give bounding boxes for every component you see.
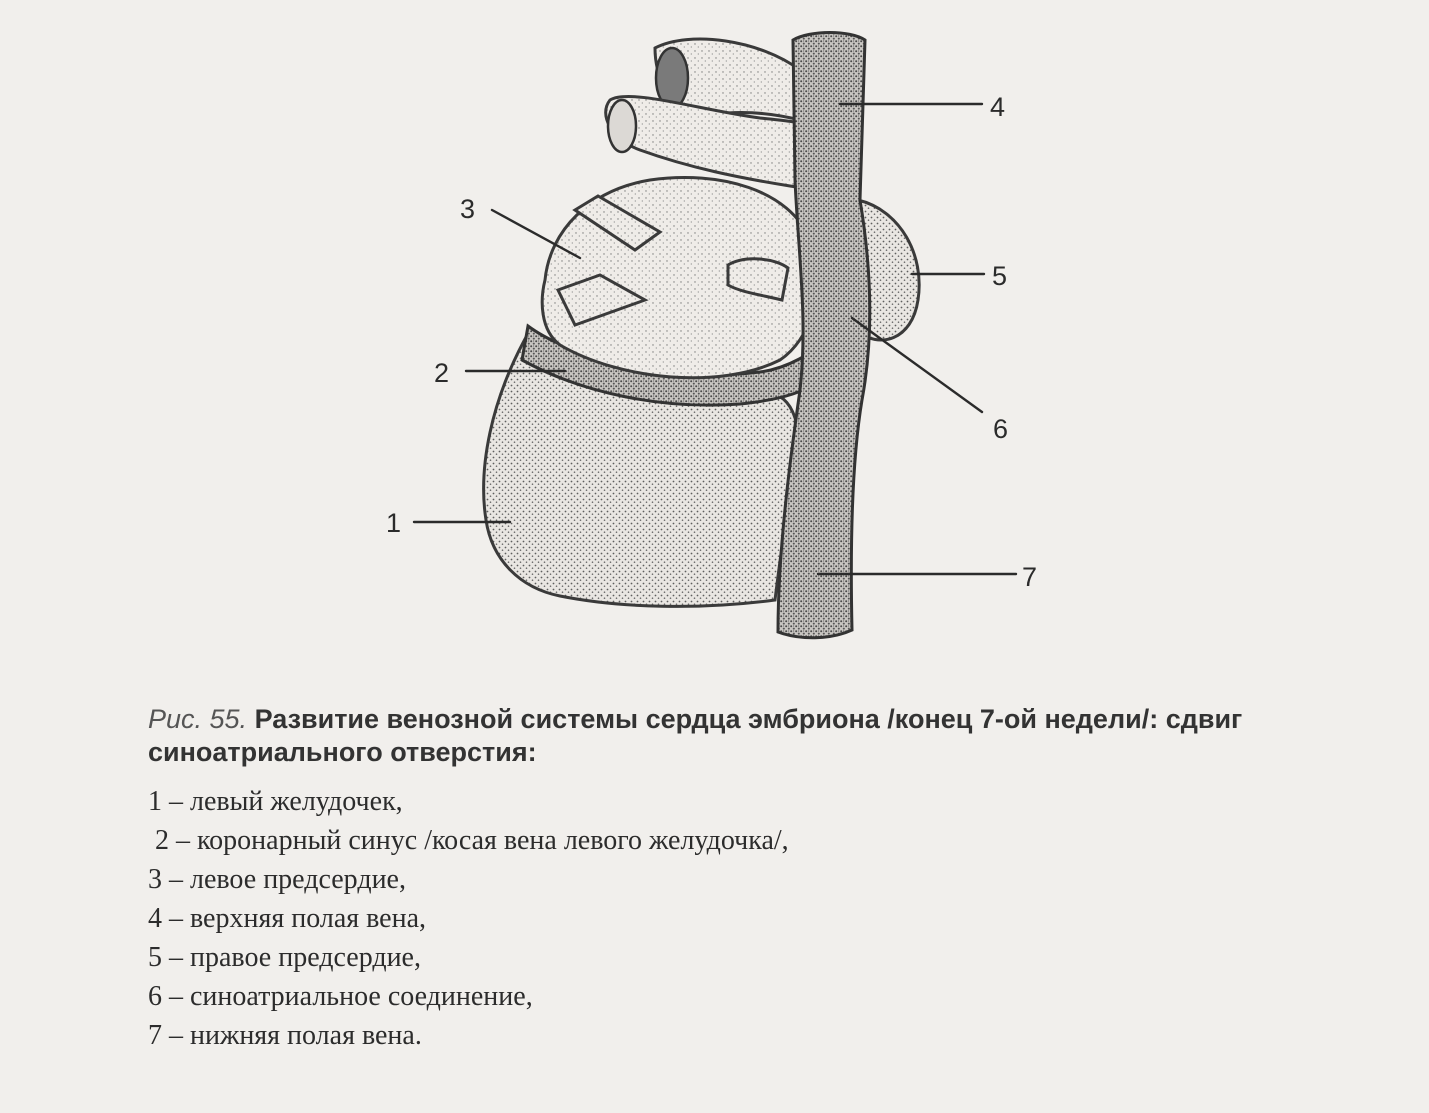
figure-legend [148,782,789,1055]
callout-1: 1 [386,508,402,538]
callout-6: 6 [993,414,1009,444]
callout-2: 2 [434,358,450,388]
legend-item: 6 – синоатриальное соединение, [148,981,533,1012]
figure-title: Развитие венозной системы сердца эмбриона /конец 7-ой недели/: сдвиг синоатриального отверстия: [148,704,1243,767]
callout-4: 4 [990,92,1006,122]
figure-caption [148,703,1388,769]
figure-number: Рис. 55. [148,704,248,734]
leader-line-6 [852,318,982,412]
legend-item: 1 – левый желудочек, [148,786,403,817]
legend-item: 7 – нижняя полая вена. [148,1020,422,1051]
callout-7: 7 [1022,562,1038,592]
legend-item: 2 – коронарный синус /косая вена левого желудочка/, [148,825,789,856]
callout-3: 3 [460,194,476,224]
legend-item: 3 – левое предсердие, [148,864,406,895]
legend-item: 4 – верхняя полая вена, [148,903,427,934]
legend-item: 5 – правое предсердие, [148,942,421,973]
pulmonary-trunk-opening [608,100,636,152]
callout-5: 5 [992,261,1008,291]
